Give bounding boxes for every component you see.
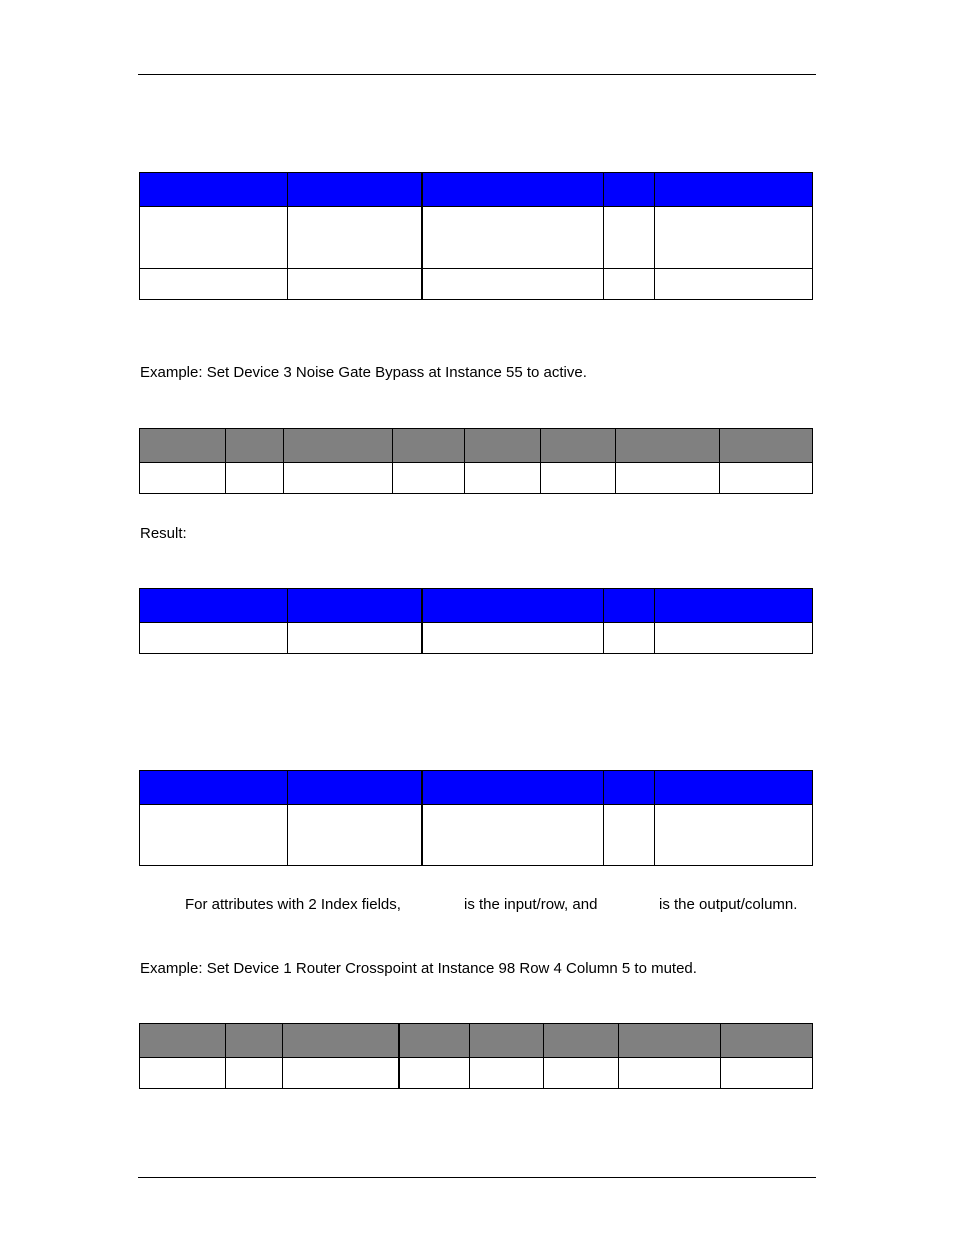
table-cell <box>720 463 813 494</box>
header-cell <box>140 429 226 463</box>
table-header-row <box>140 1024 813 1058</box>
header-cell <box>288 173 422 207</box>
table-cell <box>140 805 288 866</box>
table-cell <box>541 463 616 494</box>
table-cell <box>422 623 604 654</box>
header-cell <box>422 173 604 207</box>
header-cell <box>140 589 288 623</box>
header-cell <box>422 589 604 623</box>
table-header-row <box>140 173 813 207</box>
table-cell <box>422 805 604 866</box>
header-cell <box>619 1024 721 1058</box>
header-cell <box>616 429 720 463</box>
header-cell <box>655 771 813 805</box>
result-label: Result: <box>140 525 187 542</box>
table-cell <box>399 1058 470 1089</box>
table-cell <box>140 207 288 269</box>
header-cell <box>544 1024 619 1058</box>
table-row <box>140 805 813 866</box>
result-table <box>139 588 813 654</box>
table-cell <box>655 269 813 300</box>
table-cell <box>604 207 655 269</box>
header-cell <box>226 1024 283 1058</box>
table-cell <box>288 805 422 866</box>
header-cell <box>655 589 813 623</box>
table-row <box>140 1058 813 1089</box>
table-cell <box>226 463 284 494</box>
header-cell <box>422 771 604 805</box>
header-cell <box>226 429 284 463</box>
header-cell <box>604 771 655 805</box>
header-cell <box>288 771 422 805</box>
table-cell <box>283 1058 399 1089</box>
header-cell <box>604 589 655 623</box>
table-cell <box>288 269 422 300</box>
table-cell <box>465 463 541 494</box>
header-cell <box>140 771 288 805</box>
table-header-row <box>140 589 813 623</box>
note-pre: For attributes with 2 Index fields, <box>185 896 401 913</box>
table-header-row <box>140 771 813 805</box>
header-cell <box>399 1024 470 1058</box>
table-cell <box>655 805 813 866</box>
header-cell <box>470 1024 544 1058</box>
table-row <box>140 269 813 300</box>
footer-rule <box>138 1177 816 1178</box>
header-cell <box>720 429 813 463</box>
table-cell <box>284 463 393 494</box>
table-cell <box>422 269 604 300</box>
table-cell <box>721 1058 813 1089</box>
header-cell <box>541 429 616 463</box>
example-text-2: Example: Set Device 1 Router Crosspoint at Instance 98 Row 4 Column 5 to muted. <box>140 960 697 977</box>
header-cell <box>721 1024 813 1058</box>
table-cell <box>288 623 422 654</box>
header-cell <box>288 589 422 623</box>
table-cell <box>655 207 813 269</box>
table-cell <box>393 463 465 494</box>
header-cell <box>283 1024 399 1058</box>
table-cell <box>616 463 720 494</box>
header-rule <box>138 74 816 75</box>
header-cell <box>284 429 393 463</box>
table-cell <box>288 207 422 269</box>
table-cell <box>226 1058 283 1089</box>
note-post: is the output/column. <box>659 896 798 913</box>
table-cell <box>140 623 288 654</box>
table-cell <box>422 207 604 269</box>
example-text-1: Example: Set Device 3 Noise Gate Bypass at Instance 55 to active. <box>140 364 587 381</box>
table-cell <box>140 463 226 494</box>
note-mid: is the input/row, and <box>464 896 598 913</box>
table-cell <box>470 1058 544 1089</box>
table-header-row <box>140 429 813 463</box>
header-cell <box>604 173 655 207</box>
table-row <box>140 207 813 269</box>
header-cell <box>393 429 465 463</box>
example-table-1 <box>139 428 813 494</box>
table-row <box>140 623 813 654</box>
table-cell <box>544 1058 619 1089</box>
header-cell <box>655 173 813 207</box>
header-cell <box>465 429 541 463</box>
example-table-2 <box>139 1023 813 1089</box>
header-cell <box>140 173 288 207</box>
header-cell <box>140 1024 226 1058</box>
table-cell <box>140 1058 226 1089</box>
table-cell <box>619 1058 721 1089</box>
table-cell <box>655 623 813 654</box>
table-cell <box>604 623 655 654</box>
command-table-2 <box>139 770 813 866</box>
table-cell <box>604 805 655 866</box>
table-cell <box>604 269 655 300</box>
table-cell <box>140 269 288 300</box>
table-row <box>140 463 813 494</box>
command-table-1 <box>139 172 813 300</box>
